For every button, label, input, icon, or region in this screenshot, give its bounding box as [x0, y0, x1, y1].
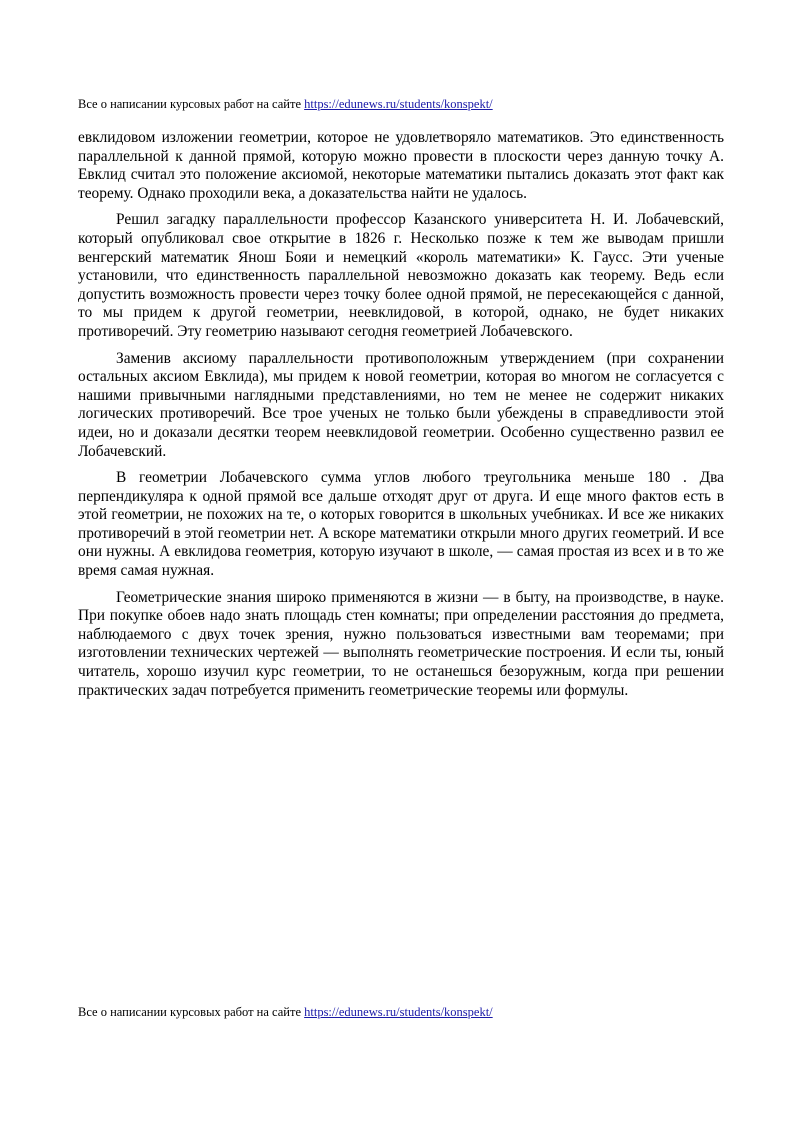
- header-text: Все о написании курсовых работ на сайте: [78, 97, 305, 111]
- paragraph-1: евклидовом изложении геометрии, которое не удовлетворяло математиков. Это единственность параллельной к данной прямой, которую можно провести в плоскости через данную точку А. Евклид считал это положение аксиомой, некоторые математики пытались доказать этот факт как теорему. Однако проходили века, а доказательства найти не удалось.: [78, 129, 724, 202]
- paragraph-4: В геометрии Лобачевского сумма углов любого треугольника меньше 180 . Два перпендикуляра к одной прямой все дальше отходят друг от друга. И еще много фактов есть в этой геометрии, не похожих на те, о которых говорится в школьных учебниках. И все же никаких противоречий в этой геометрии нет. А вскоре математики открыли много других геометрий. И все они нужны. А евклидова геометрия, которую изучают в школе, — самая простая из всех и в то же время самая нужная.: [78, 469, 724, 580]
- footer-link[interactable]: https://edunews.ru/students/konspekt/: [304, 1005, 493, 1019]
- paragraph-2: Решил загадку параллельности профессор Казанского университета Н. И. Лобачевский, который опубликовал свое открытие в 1826 г. Несколько позже к тем же выводам пришли венгерский математик Янош Бояи и немецкий «король математики» К. Гаусс. Эти ученые установили, что единственность параллельной невозможно доказать как теорему. Ведь если допустить возможность провести через точку более одной прямой, не пересекающейся с данной, то мы придем к другой геометрии, неевклидовой, в которой, однако, не будет никаких противоречий. Эту геометрию называют сегодня геометрией Лобачевского.: [78, 211, 724, 340]
- footer-text: Все о написании курсовых работ на сайте: [78, 1005, 305, 1019]
- paragraph-5: Геометрические знания широко применяются в жизни — в быту, на производстве, в науке. При покупке обоев надо знать площадь стен комнаты; при определении расстояния до предмета, наблюдаемого с двух точек зрения, нужно пользоваться известными вам теоремами; при изготовлении технических чертежей — выполнять геометрические построения. И если ты, юный читатель, хорошо изучил курс геометрии, то не останешься безоружным, когда при решении практических задач потребуется применить геометрические теоремы или формулы.: [78, 588, 724, 699]
- page-header: [78, 96, 493, 112]
- page-footer: [78, 1004, 493, 1020]
- paragraph-3: Заменив аксиому параллельности противоположным утверждением (при сохранении остальных аксиом Евклида), мы придем к новой геометрии, которая во многом не согласуется с нашими привычными наглядными представлениями, но тем не менее не содержит никаких логических противоречий. Все трое ученых не только были убеждены в справедливости этой идеи, но и доказали десятки теорем неевклидовой геометрии. Особенно существенно развил ее Лобачевский.: [78, 349, 724, 460]
- header-link[interactable]: https://edunews.ru/students/konspekt/: [304, 97, 493, 111]
- document-body: [78, 129, 724, 708]
